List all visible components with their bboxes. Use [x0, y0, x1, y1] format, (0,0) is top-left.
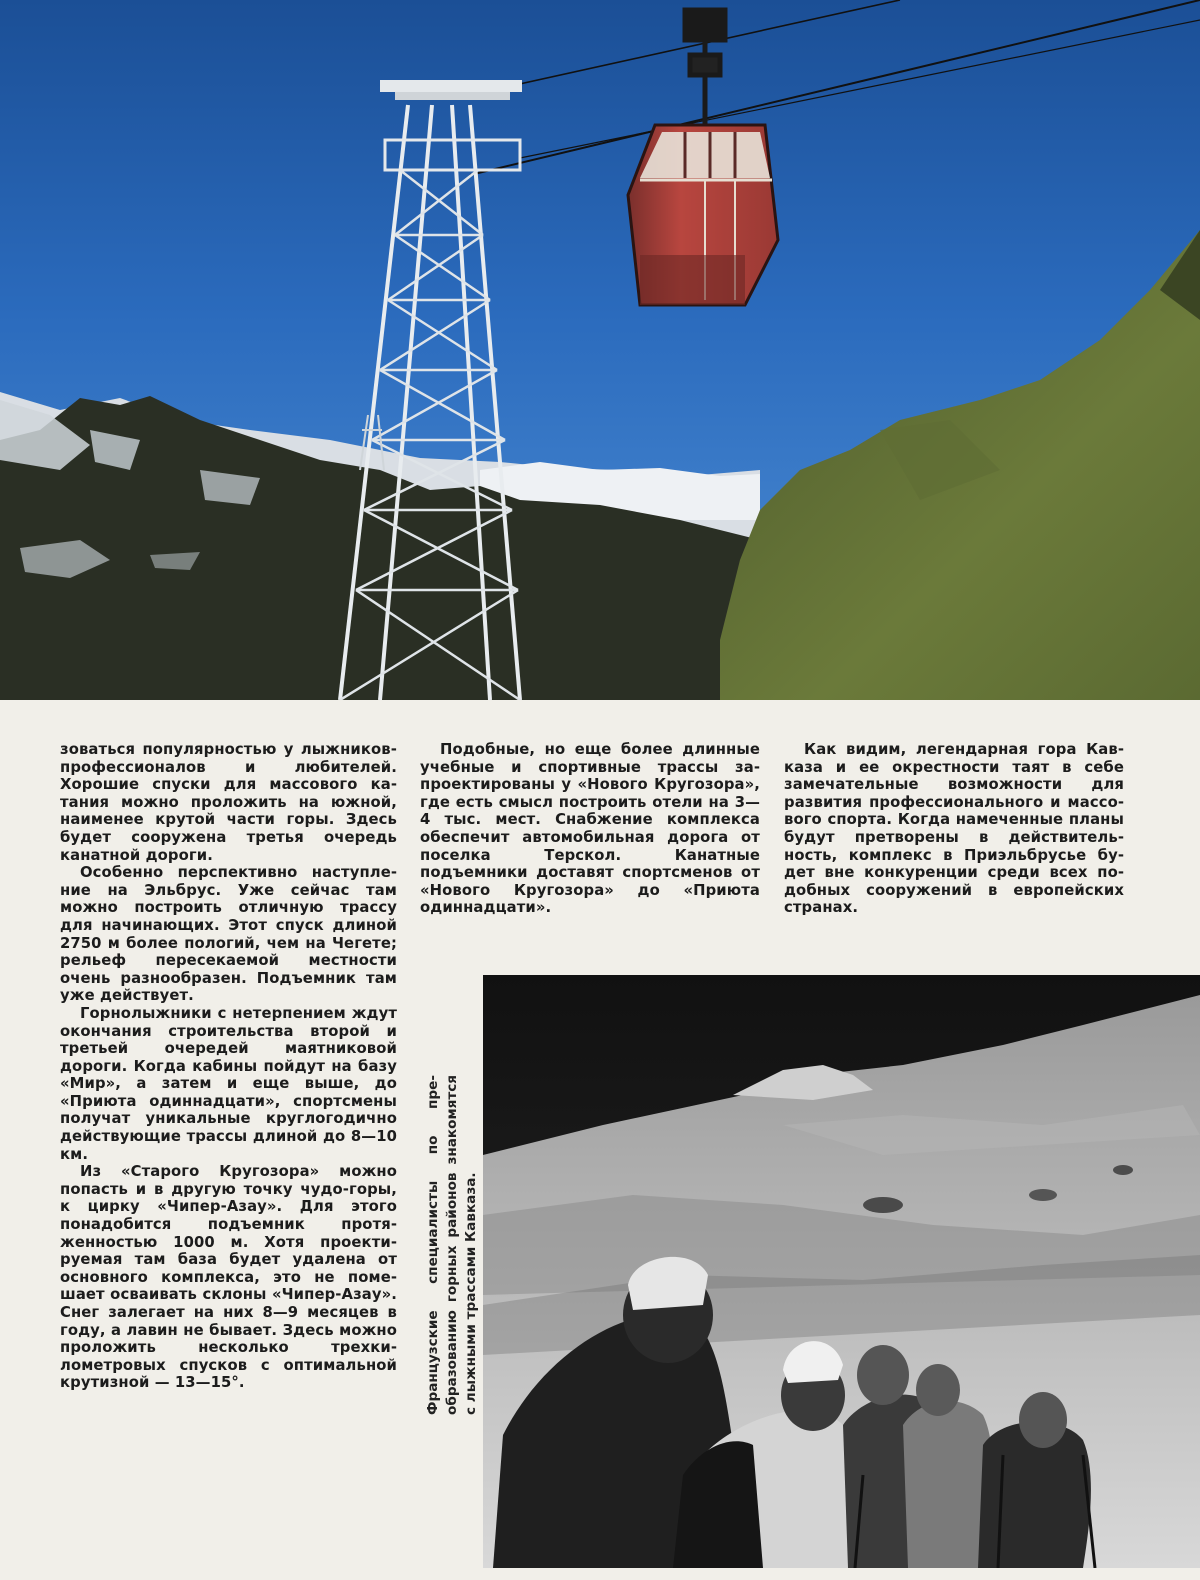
article-column-1 — [60, 741, 397, 1392]
paragraph: Как видим, легендарная гора Кавказа и ее окрестности таят в себе замечательные возможности для развития профессионального и массового спорта. Когда намеченные планы будут претворены в действительность, комплекс в Приэльбрусье будет вне конкуренции среди всех подобных сооружений в европейских странах. — [784, 741, 1124, 917]
paragraph: зоваться популярностью у лыжников-профессионалов и любителей. Хорошие спуски для массового катания можно проложить на южной, наименее крутой части горы. Здесь будет сооружена третья очередь канатной дороги. — [60, 741, 397, 864]
paragraph: Подобные, но еще более длинные учебные и спортивные трассы запроектированы у «Нового Кругозора», где есть смысл построить отели на 3—4 тыс. мест. Снабжение комплекса обеспечит автомобильная дорога от поселка Терскол. Канатные подъемники доставят спортсменов от «Нового Кругозора» до «Приюта одиннадцати». — [420, 741, 760, 917]
photo-caption: Французские специалисты по преобразованию горных районов знакомятся с лыжными трассами Кавказа. — [425, 1075, 479, 1415]
cable-car-photo — [0, 0, 1200, 700]
article-column-3 — [784, 741, 1124, 917]
paragraph: Из «Старого Кругозора» можно попасть и в другую точку чудо-горы, к цирку «Чипер-Азау». Для этого понадобится подъемник протяженностью 1000 м. Хотя проектируемая там база будет удалена от основного комплекса, это не помешает осваивать склоны «Чипер-Азау». Снег залегает на них 8—9 месяцев в году, а лавин не бывает. Здесь можно проложить несколько трехкилометровых спусков с оптимальной крутизной — 13—15°. — [60, 1163, 397, 1392]
skiers-photo — [483, 975, 1200, 1568]
paragraph: Особенно перспективно наступление на Эльбрус. Уже сейчас там можно построить отличную трассу для начинающих. Этот спуск длиной 2750 м более пологий, чем на Чегете; рельеф пересекаемой местности очень разнообразен. Подъемник там уже действует. — [60, 864, 397, 1005]
paragraph: Горнолыжники с нетерпением ждут окончания строительства второй и третьей очередей маятниковой дороги. Когда кабины пойдут на базу «Мир», а затем и еще выше, до «Приюта одиннадцати», спортсмены получат уникальные круглогодично действующие трассы длиной до 8—10 км. — [60, 1004, 397, 1163]
article-column-2 — [420, 741, 760, 917]
